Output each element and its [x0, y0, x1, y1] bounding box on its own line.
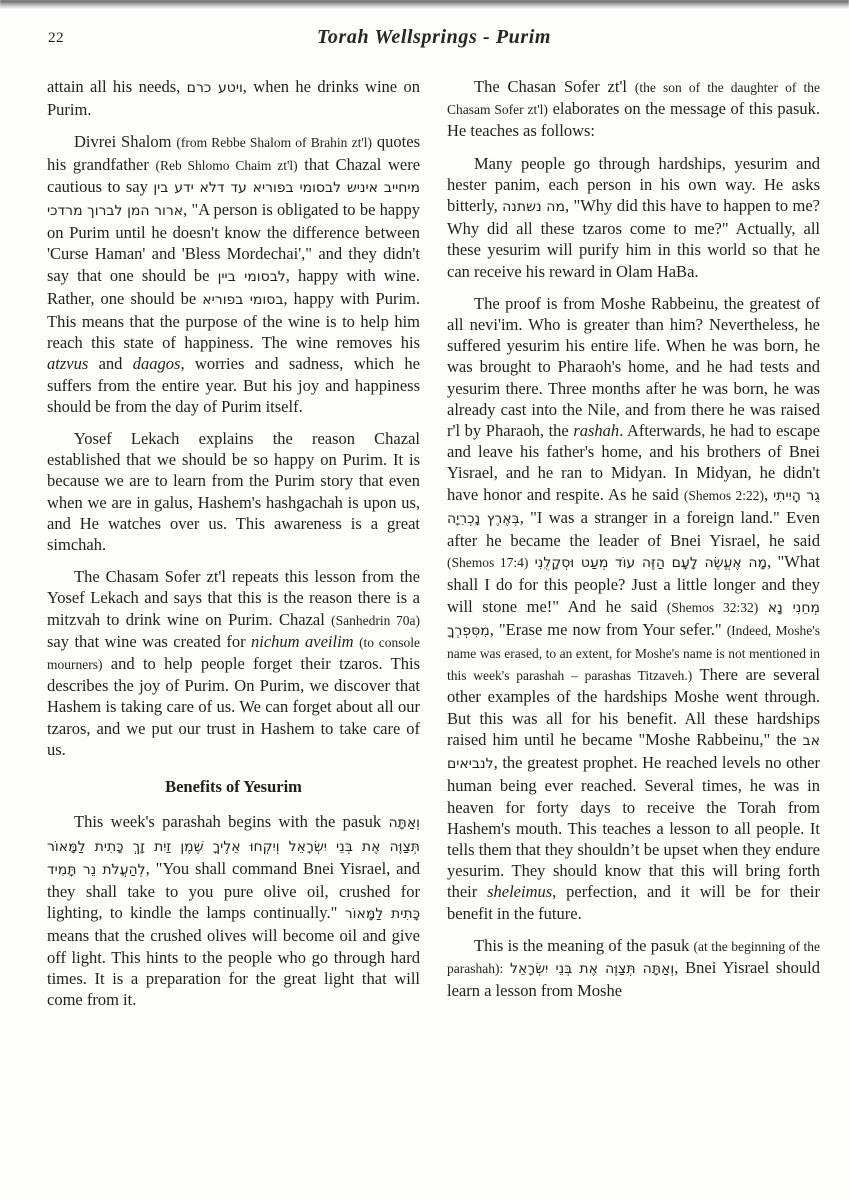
right-column — [447, 76, 820, 1021]
paragraph — [447, 76, 820, 142]
hebrew-text: ויטע כרם — [186, 80, 243, 96]
parenthetical-note: (Reb Shlomo Chaim zt'l) — [155, 157, 298, 173]
text-run: and — [88, 354, 133, 374]
page-number: 22 — [48, 30, 64, 46]
hebrew-text: גֵר הָיִיתִי בְּאֶרֶץ נָכְרִיָה — [447, 487, 821, 527]
paragraph — [447, 153, 820, 282]
parenthetical-note: (the son of the daughter of the Chasam Sofer zt'l) — [447, 80, 820, 118]
text-run: Many people go through hardships, yesurim and hester panim, each person in his own way. He asks bitterly, — [447, 153, 820, 216]
left-column — [47, 76, 420, 1021]
hebrew-text: לבסומי ביין — [217, 268, 286, 285]
text-run: , "A person is obligated to be happy on Purim until he doesn't know the difference between 'Curse Haman' and 'Bless Mordechai'," and they didn't say that one should be — [47, 200, 420, 285]
text-run: This is the meaning of the pasuk — [474, 935, 694, 955]
parenthetical-note: (from Rebbe Shalom of Brahin zt'l) — [176, 135, 373, 151]
two-column-layout — [47, 76, 820, 1021]
hebrew-text: אב לנביאים — [447, 732, 820, 773]
text-run: nichum aveilim — [251, 631, 354, 651]
hebrew-text: מָה אֶעֱשֶׂה לָעָם הַזֶּה עוֹד מְעַט וּסְקָלֻנִי — [534, 555, 768, 572]
parenthetical-note: (Sanhedrin 70a) — [331, 612, 420, 628]
text-run: sheleimus — [487, 882, 553, 902]
hebrew-text: בסומי בפוריא — [202, 291, 284, 308]
text-run: , the greatest prophet. He reached levels no other human being ever reached. Several times, he was in heaven for forty days to receive the Torah from Hashem's mouth. This teaches a lesson to all people. It tells them that they shouldn’t be upset when they endure yesurim. They should know that this will bring forth their — [447, 753, 820, 902]
text-run: This week's parashah begins with the pasuk — [74, 812, 389, 832]
text-run: There are several other examples of the hardships Moshe went through. But this was all for his benefit. All these hardships raised him until he became "Moshe Rabbeinu," the — [447, 665, 820, 749]
text-run: daagos — [132, 354, 181, 374]
paragraph — [47, 131, 420, 417]
text-run: , "What shall I do for this people? Just a little longer and they will stone me!" And he said — [447, 552, 820, 616]
text-run: say that wine was created for — [47, 631, 252, 651]
text-run: , worries and sadness, which he suffers from the entire year. But his joy and happiness should be from the day of Purim itself. — [47, 354, 420, 416]
parenthetical-note: (to console mourners) — [47, 634, 420, 673]
hebrew-text: מיחייב איניש לבסומי בפוריא עד דלא ידע בין ארור המן לברוך מרדכי — [47, 179, 420, 220]
parenthetical-note: (Shemos 17:4) — [447, 555, 529, 571]
hebrew-text: וְאַתָּה תְּצַוֶּה אֶת בְּנֵי יִשְׂרָאֵל — [510, 960, 675, 977]
text-run: that Chazal were cautious to say — [47, 154, 421, 196]
text-run: , Bnei Yisrael should learn a lesson from Moshe — [447, 957, 821, 1001]
text-run: , — [763, 484, 774, 504]
text-run: elaborates on the message of this pasuk. He teaches as follows: — [447, 99, 821, 141]
text-run: Benefits of Yesurim — [165, 777, 302, 797]
text-run — [758, 597, 768, 616]
text-run: atzvus — [47, 354, 89, 374]
hebrew-text: כָּתִית לַמָּאוֹר — [344, 906, 420, 923]
text-run: The proof is from Moshe Rabbeinu, the greatest of all nevi'im. Who is greater than him? Nevertheless, he suffered yesurim his entire life. When he was born, he was brought to Pharaoh's home, and he had tests and yesurim there. Three months after he was born, he was already cast into the Nile, and from there he was raised r'l by Pharaoh, the — [447, 293, 820, 441]
text-run: means that the crushed olives will become oil and give off light. This hints to the people who go through hard times. It is a preparation for the great light that will come from it. — [47, 926, 420, 1009]
text-run: , "Why did this have to happen to me? Why did all these tzaros come to me?" Actually, all these yesurim will purify him in this world so that he can receive his reward in Olam HaBa. — [447, 196, 820, 281]
text-run: . Afterwards, he had to escape and leave his father's home, and his brothers of Bnei Yisrael, and he ran to Midyan. In Midyan, he didn't have honor and respite. As he said — [447, 421, 820, 504]
text-run: quotes his grandfather — [47, 132, 420, 174]
text-run: , happy with Purim. This means that the purpose of the wine is to help him reach this state of happiness. The wine removes his — [47, 288, 420, 353]
text-run: The Chasam Sofer zt'l repeats this lesson from the Yosef Lekach and says that this is the reason there is a mitzvah to drink wine on Purim. Chazal — [47, 567, 420, 629]
text-run: , "I was a stranger in a foreign land." Even after he became the leader of Bnei Yisrael, he said — [447, 507, 820, 551]
paragraph — [447, 293, 820, 924]
parenthetical-note: (at the beginning of the parashah): — [447, 938, 820, 976]
text-run: , "Erase me now from Your sefer." — [489, 619, 727, 639]
text-run: , "You shall command Bnei Yisrael, and they shall take to you pure olive oil, crushed for lighting, to kindle the lamps continually." — [47, 858, 420, 923]
hebrew-text: וְאַתָּה תְּצַוֶּה אֶת בְּנֵי יִשְׂרָאֵל וְיִקְחוּ אֵלֶיךָ שֶׁמֶן זַיִת זָךְ כָּתִית לַמָּאוֹר לְהַעֲלֹת נֵר תָּמִיד — [47, 815, 420, 878]
paragraph — [47, 566, 420, 760]
text-run: , perfection, and it will be for their benefit in the future. — [447, 882, 820, 923]
paragraph — [47, 76, 420, 120]
section-heading — [47, 776, 420, 797]
text-run: , when he drinks wine on Purim. — [47, 77, 421, 120]
text-run: , happy with wine. Rather, one should be — [47, 265, 420, 308]
text-run: attain all his needs, — [47, 77, 187, 96]
paragraph — [47, 811, 420, 1010]
paragraph — [47, 428, 420, 555]
parenthetical-note: (Shemos 32:32) — [666, 599, 759, 615]
text-run: rashah — [573, 421, 620, 441]
text-run: Yosef Lekach explains the reason Chazal established that we should be so happy on Purim. It is because we are to learn from the Purim story that even when we are in galus, Hashem's hashgachah is upon us, and He watches over us. This awareness is a great simchah. — [47, 429, 420, 555]
text-run: and to help people forget their tzaros. This describes the joy of Purim. On Purim, we discover that Hashem is taking care of us. We can forget about all our tzaros, and we put our trust in Hashem to take care of us. — [47, 654, 420, 759]
hebrew-text: מה נשתנה — [502, 199, 565, 216]
text-run: Divrei Shalom — [74, 132, 177, 152]
text-run: The Chasan Sofer zt'l — [474, 77, 635, 96]
paragraph — [447, 935, 820, 1002]
parenthetical-note: (Shemos 2:22) — [683, 487, 764, 503]
hebrew-text: מְחֵנִי נָא מִסִּפְרְךָ — [447, 599, 821, 639]
page-title: Torah Wellsprings - Purim — [316, 26, 552, 48]
page-header — [48, 0, 820, 56]
parenthetical-note: (Indeed, Moshe's name was erased, to an extent, for Moshe's name is not mentioned in this week's parashah – parashas Titzaveh.) — [447, 622, 820, 684]
